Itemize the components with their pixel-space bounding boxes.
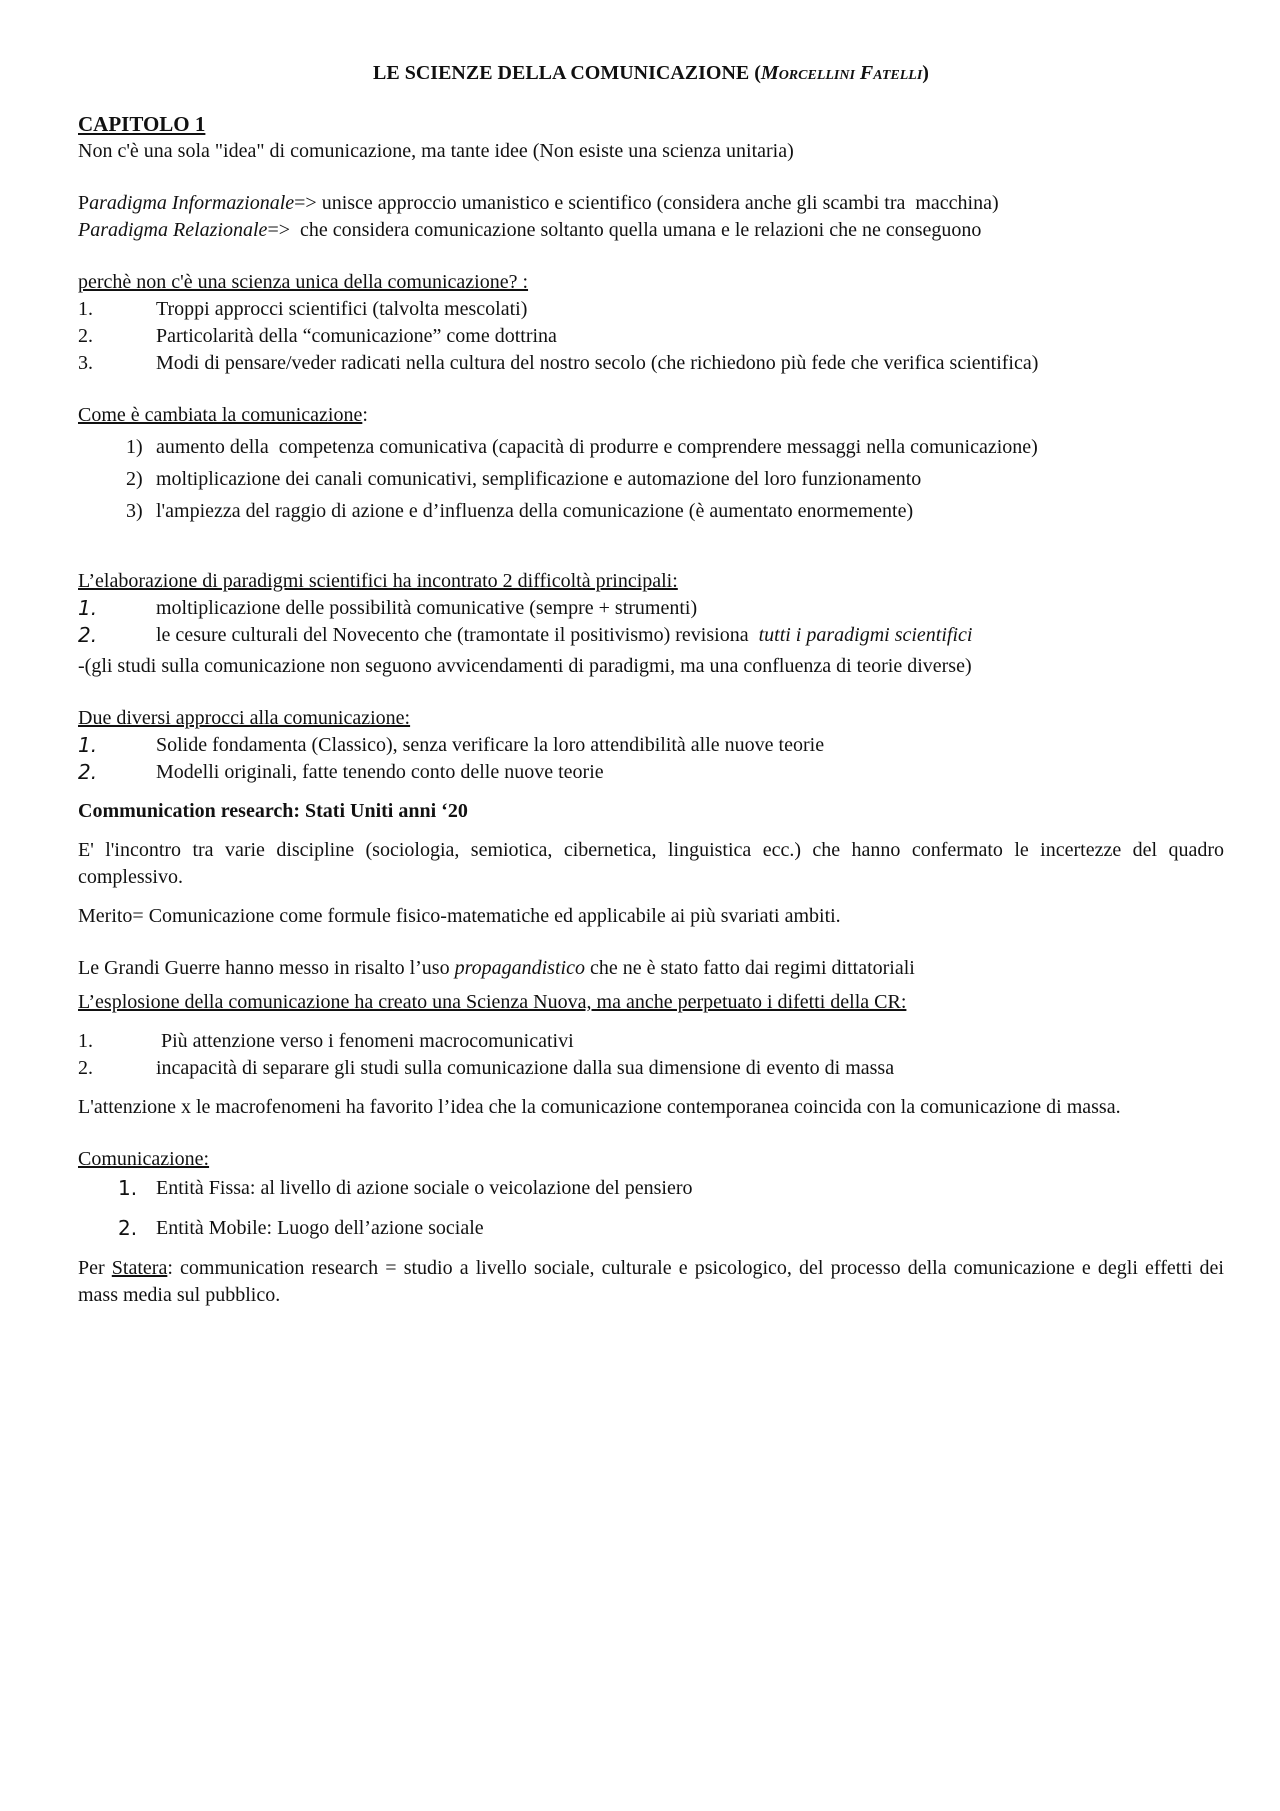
final-paragraph: Per Statera: communication research = studio a livello sociale, culturale e psicologico, del processo della comunicazione e degli effetti dei mass media sul pubblico. [78, 1257, 1224, 1306]
paradigm-relazionale: Paradigma Relazionale=> che considera comunicazione soltanto quella umana e le relazioni che ne conseguono [78, 219, 982, 241]
changed-list [78, 434, 1224, 525]
cr-defects-list [78, 1028, 1224, 1082]
list-item: 3. Modi di pensare/veder radicati nella cultura del nostro secolo (che richiedono più fede che verifica scientifica) [78, 352, 1039, 374]
list-item: 2. incapacità di separare gli studi sulla comunicazione dalla sua dimensione di evento di massa [78, 1057, 895, 1079]
list-item: 1. Troppi approcci scientifici (talvolta mescolati) [78, 298, 528, 320]
chapter-heading: CAPITOLO 1 [78, 112, 206, 136]
explosion-heading: L’esplosione della comunicazione ha creato una Scienza Nuova, ma anche perpetuato i difetti della CR: [78, 991, 907, 1013]
research-paragraph-4: L'attenzione x le macrofenomeni ha favorito l’idea che la comunicazione contemporanea coincida con la comunicazione di massa. [78, 1096, 1121, 1118]
title-main: LE SCIENZE DELLA COMUNICAZIONE ( [373, 62, 761, 84]
list-item: 3) l'ampiezza del raggio di azione e d’influenza della comunicazione (è aumentato enormemente) [126, 500, 914, 522]
intro-text: Non c'è una sola "idea" di comunicazione, ma tante idee (Non esiste una scienza unitaria) [78, 140, 794, 162]
research-paragraph-3: Le Grandi Guerre hanno messo in risalto l’uso propagandistico che ne è stato fatto dai regimi dittatoriali [78, 957, 915, 979]
list-item: 1. moltiplicazione delle possibilità comunicative (sempre + strumenti) [78, 596, 698, 620]
list-item: 2) moltiplicazione dei canali comunicativi, semplificazione e automazione del loro funzionamento [126, 468, 922, 490]
title-authors: Morcellini Fatelli [760, 62, 923, 84]
list-item: 2. Entità Mobile: Luogo dell’azione sociale [118, 1216, 484, 1240]
difficulties-heading: L’elaborazione di paradigmi scientifici ha incontrato 2 difficoltà principali: [78, 570, 678, 592]
document-page [78, 60, 1224, 1309]
approaches-list [78, 732, 1224, 786]
paradigm-informazionale: Paradigma Informazionale=> unisce approccio umanistico e scientifico (considera anche gli scambi tra macchina) [78, 192, 999, 214]
difficulties-note: -(gli studi sulla comunicazione non seguono avvicendamenti di paradigmi, ma una confluenza di teorie diverse) [78, 655, 972, 677]
research-heading: Communication research: Stati Uniti anni ‘20 [78, 800, 468, 822]
research-paragraph-2: Merito= Comunicazione come formule fisico-matematiche ed applicabile ai più svariati ambiti. [78, 905, 841, 927]
why-heading: perchè non c'è una scienza unica della comunicazione? : [78, 271, 529, 293]
comunicazione-list [78, 1175, 1224, 1242]
document-title [78, 60, 1224, 87]
list-item: 1. Solide fondamenta (Classico), senza verificare la loro attendibilità alle nuove teorie [78, 733, 825, 757]
comunicazione-heading: Comunicazione: [78, 1148, 210, 1170]
list-item: 2. Modelli originali, fatte tenendo conto delle nuove teorie [78, 760, 604, 784]
list-item: 1. Entità Fissa: al livello di azione sociale o veicolazione del pensiero [118, 1176, 693, 1200]
approaches-heading: Due diversi approcci alla comunicazione: [78, 707, 411, 729]
difficulties-list [78, 595, 1224, 649]
list-item: 2. Particolarità della “comunicazione” come dottrina [78, 325, 557, 347]
list-item: 1. Più attenzione verso i fenomeni macrocomunicativi [78, 1030, 574, 1052]
why-list [78, 296, 1224, 377]
changed-heading: Come è cambiata la comunicazione: [78, 404, 368, 426]
research-paragraph-1: E' l'incontro tra varie discipline (sociologia, semiotica, cibernetica, linguistica ecc.) che hanno confermato le incertezze del quadro complessivo. [78, 839, 1224, 888]
list-item: 2. le cesure culturali del Novecento che (tramontate il positivismo) revisiona tutti i paradigmi scientifici [78, 623, 973, 647]
title-close: ) [922, 62, 929, 84]
statera-reference: Statera [111, 1257, 168, 1279]
list-item: 1) aumento della competenza comunicativa (capacità di produrre e comprendere messaggi nella comunicazione) [126, 436, 1038, 458]
